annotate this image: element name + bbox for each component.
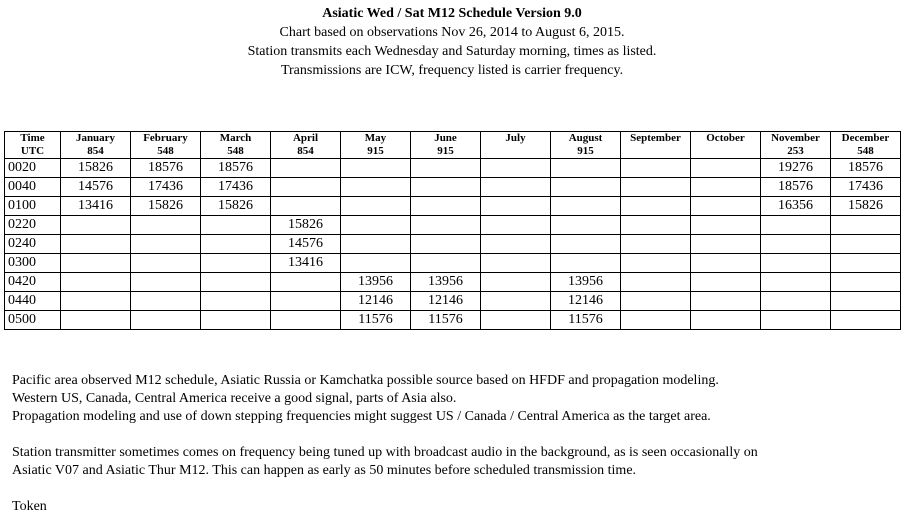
frequency-cell [831, 216, 901, 235]
time-cell: 0220 [5, 216, 61, 235]
frequency-cell [761, 235, 831, 254]
frequency-cell [341, 178, 411, 197]
frequency-cell: 18576 [831, 159, 901, 178]
frequency-cell: 17436 [131, 178, 201, 197]
frequency-cell [61, 292, 131, 311]
frequency-cell: 15826 [61, 159, 131, 178]
time-cell: 0500 [5, 311, 61, 330]
frequency-cell [411, 254, 481, 273]
frequency-cell [131, 216, 201, 235]
frequency-cell [271, 178, 341, 197]
frequency-cell [691, 273, 761, 292]
frequency-cell: 17436 [831, 178, 901, 197]
frequency-cell [201, 273, 271, 292]
month-header-august [551, 132, 621, 159]
month-label: February [143, 132, 188, 144]
frequency-cell [761, 254, 831, 273]
frequency-cell [271, 273, 341, 292]
time-cell: 0020 [5, 159, 61, 178]
frequency-cell [831, 311, 901, 330]
frequency-cell [341, 159, 411, 178]
frequency-cell: 16356 [761, 197, 831, 216]
table-row [5, 159, 901, 178]
frequency-cell [481, 178, 551, 197]
frequency-cell [761, 311, 831, 330]
month-code [481, 145, 550, 158]
frequency-cell [131, 311, 201, 330]
table-row [5, 216, 901, 235]
frequency-cell: 13416 [61, 197, 131, 216]
month-code: 854 [87, 145, 104, 157]
month-code: 548 [227, 145, 244, 157]
frequency-cell [481, 273, 551, 292]
frequency-cell: 15826 [201, 197, 271, 216]
month-header-june [411, 132, 481, 159]
frequency-cell: 17436 [201, 178, 271, 197]
frequency-cell: 13416 [271, 254, 341, 273]
frequency-cell [831, 254, 901, 273]
frequency-cell [761, 292, 831, 311]
frequency-cell [621, 311, 691, 330]
utc-header-label: UTC [20, 145, 45, 157]
frequency-cell: 11576 [411, 311, 481, 330]
month-header-december [831, 132, 901, 159]
month-code: 854 [297, 145, 314, 157]
frequency-cell [551, 216, 621, 235]
paragraph-gap [12, 426, 897, 444]
frequency-cell [61, 216, 131, 235]
month-header-september [621, 132, 691, 159]
transmission-days-line: Station transmits each Wednesday and Saturday morning, times as listed. [247, 44, 657, 59]
table-row [5, 254, 901, 273]
time-cell: 0100 [5, 197, 61, 216]
frequency-cell [551, 254, 621, 273]
month-code: 548 [157, 145, 174, 157]
month-label: November [771, 132, 820, 144]
table-body [5, 159, 901, 330]
month-header-february [131, 132, 201, 159]
time-header-label: Time [20, 132, 45, 144]
frequency-cell [271, 159, 341, 178]
frequency-cell [61, 235, 131, 254]
frequency-cell [621, 216, 691, 235]
frequency-cell [61, 254, 131, 273]
month-label: May [364, 132, 387, 144]
month-code [621, 145, 690, 158]
month-header-april [271, 132, 341, 159]
month-code: 253 [787, 145, 804, 157]
frequency-cell: 13956 [411, 273, 481, 292]
month-code: 915 [437, 145, 454, 157]
paragraph-gap [12, 480, 897, 498]
frequency-cell: 12146 [551, 292, 621, 311]
frequency-cell [481, 254, 551, 273]
frequency-cell [691, 216, 761, 235]
frequency-cell [761, 216, 831, 235]
month-header-may [341, 132, 411, 159]
frequency-cell [691, 235, 761, 254]
frequency-cell [481, 235, 551, 254]
frequency-cell [551, 178, 621, 197]
frequency-cell [621, 273, 691, 292]
time-cell: 0040 [5, 178, 61, 197]
frequency-cell [411, 216, 481, 235]
frequency-cell [411, 197, 481, 216]
month-label: March [219, 132, 252, 144]
frequency-cell [201, 254, 271, 273]
month-label: September [630, 132, 681, 144]
frequency-cell [341, 254, 411, 273]
frequency-cell: 18576 [201, 159, 271, 178]
frequency-cell: 15826 [831, 197, 901, 216]
table-row [5, 197, 901, 216]
frequency-cell: 12146 [411, 292, 481, 311]
frequency-cell [341, 197, 411, 216]
table-row [5, 311, 901, 330]
document-title: Asiatic Wed / Sat M12 Schedule Version 9.0 [322, 6, 582, 21]
time-cell: 0440 [5, 292, 61, 311]
frequency-cell [201, 292, 271, 311]
frequency-cell: 12146 [341, 292, 411, 311]
month-code: 548 [857, 145, 874, 157]
time-cell: 0240 [5, 235, 61, 254]
month-code: 915 [577, 145, 594, 157]
frequency-cell [131, 292, 201, 311]
frequency-cell: 15826 [131, 197, 201, 216]
frequency-cell: 13956 [341, 273, 411, 292]
month-header-october [691, 132, 761, 159]
schedule-table [4, 131, 901, 330]
frequency-cell [691, 311, 761, 330]
frequency-cell [621, 235, 691, 254]
frequency-cell [691, 197, 761, 216]
month-header-january [61, 132, 131, 159]
time-cell: 0420 [5, 273, 61, 292]
month-header-march [201, 132, 271, 159]
month-code [691, 145, 760, 158]
frequency-cell [551, 197, 621, 216]
month-label: June [434, 132, 457, 144]
frequency-cell: 14576 [61, 178, 131, 197]
time-cell: 0300 [5, 254, 61, 273]
frequency-cell [761, 273, 831, 292]
frequency-cell [551, 235, 621, 254]
month-label: January [75, 132, 116, 144]
frequency-cell [61, 273, 131, 292]
frequency-cell [341, 216, 411, 235]
frequency-cell [271, 197, 341, 216]
frequency-cell [621, 254, 691, 273]
frequency-cell [201, 235, 271, 254]
month-header-november [761, 132, 831, 159]
month-label: July [505, 132, 526, 144]
frequency-cell [481, 197, 551, 216]
frequency-cell: 19276 [761, 159, 831, 178]
month-label: December [841, 132, 890, 144]
frequency-cell [621, 178, 691, 197]
document-header [0, 4, 904, 80]
time-utc-header [5, 132, 61, 159]
observation-range-line: Chart based on observations Nov 26, 2014 to August 6, 2015. [279, 25, 625, 40]
table-header-row [5, 132, 901, 159]
signature: Token [12, 499, 47, 514]
frequency-cell: 14576 [271, 235, 341, 254]
frequency-cell [271, 311, 341, 330]
note-tuning-line-2: Asiatic V07 and Asiatic Thur M12. This can happen as early as 50 minutes before scheduled transmission time. [12, 463, 637, 478]
frequency-cell [481, 311, 551, 330]
frequency-cell [481, 292, 551, 311]
frequency-cell [481, 159, 551, 178]
month-code: 915 [367, 145, 384, 157]
table-row [5, 178, 901, 197]
frequency-cell [201, 216, 271, 235]
frequency-cell [131, 273, 201, 292]
notes-section [12, 372, 897, 516]
frequency-cell [691, 254, 761, 273]
frequency-cell [691, 178, 761, 197]
frequency-cell [691, 292, 761, 311]
frequency-cell [411, 235, 481, 254]
frequency-cell [831, 235, 901, 254]
frequency-cell [61, 311, 131, 330]
frequency-cell: 18576 [761, 178, 831, 197]
frequency-cell [201, 311, 271, 330]
frequency-cell [621, 197, 691, 216]
frequency-cell [831, 273, 901, 292]
frequency-cell: 11576 [341, 311, 411, 330]
frequency-cell: 13956 [551, 273, 621, 292]
frequency-cell [271, 292, 341, 311]
frequency-cell [551, 159, 621, 178]
frequency-cell: 15826 [271, 216, 341, 235]
table-row [5, 273, 901, 292]
table-row [5, 292, 901, 311]
note-source: Pacific area observed M12 schedule, Asiatic Russia or Kamchatka possible source based on HFDF and propagation modeling. [12, 373, 719, 388]
frequency-cell [411, 178, 481, 197]
note-reception: Western US, Canada, Central America receive a good signal, parts of Asia also. [12, 391, 457, 406]
note-target-area: Propagation modeling and use of down stepping frequencies might suggest US / Canada / Central America as the target area. [12, 409, 711, 424]
note-tuning-line-1: Station transmitter sometimes comes on frequency being tuned up with broadcast audio in the background, as is seen occasionally on [12, 445, 758, 460]
month-label: October [706, 132, 745, 144]
frequency-cell [341, 235, 411, 254]
month-header-july [481, 132, 551, 159]
frequency-cell [131, 235, 201, 254]
transmission-mode-line: Transmissions are ICW, frequency listed is carrier frequency. [280, 63, 624, 78]
frequency-cell: 11576 [551, 311, 621, 330]
table-row [5, 235, 901, 254]
month-label: April [292, 132, 319, 144]
frequency-cell [481, 216, 551, 235]
frequency-cell [831, 292, 901, 311]
frequency-cell: 18576 [131, 159, 201, 178]
month-label: August [568, 132, 603, 144]
frequency-cell [411, 159, 481, 178]
frequency-cell [131, 254, 201, 273]
frequency-cell [691, 159, 761, 178]
frequency-cell [621, 159, 691, 178]
frequency-cell [621, 292, 691, 311]
